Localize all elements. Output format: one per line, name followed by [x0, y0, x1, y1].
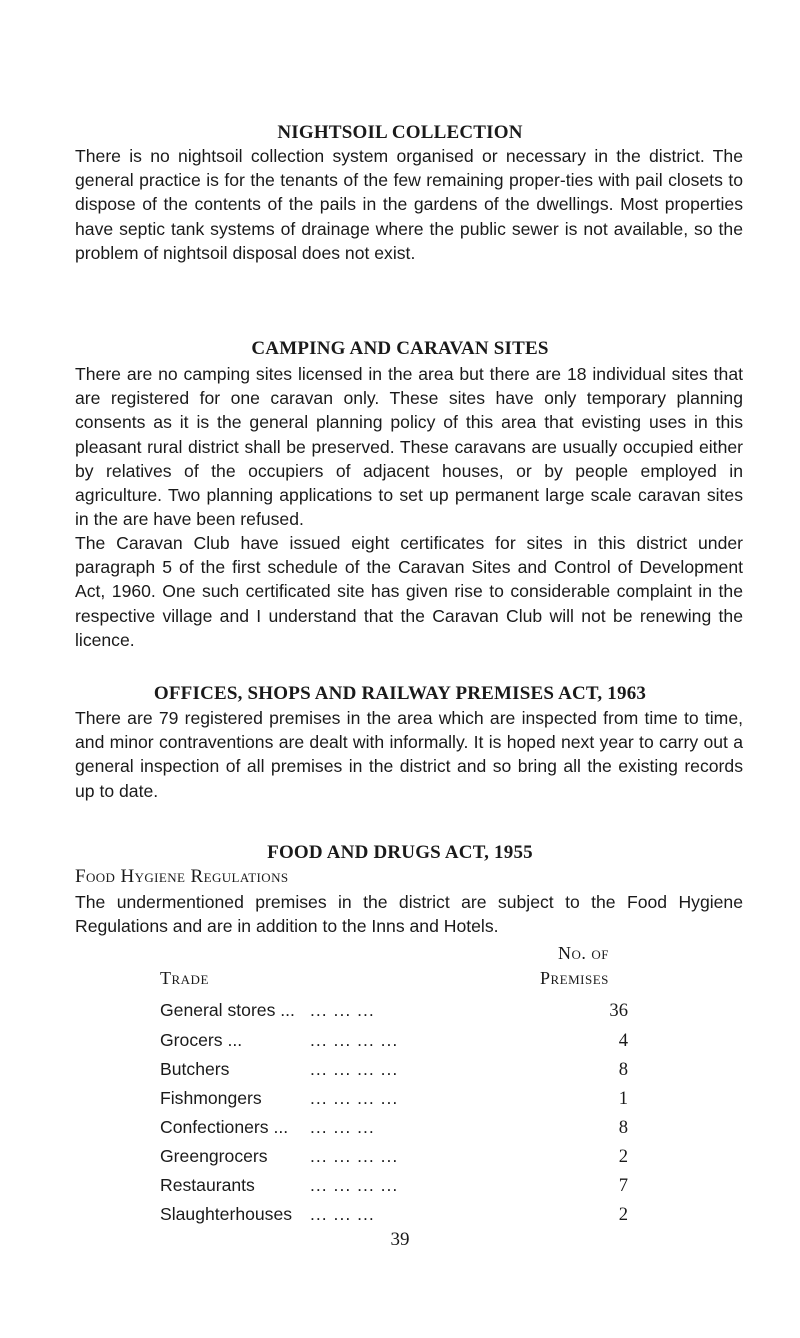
leader-dots: ... ... ...: [310, 1000, 375, 1020]
trade-name: Slaughterhouses: [160, 1204, 293, 1224]
trade-name: General stores ...: [160, 1000, 295, 1020]
premises-count: 8: [618, 1059, 628, 1080]
leader-dots: ... ... ... ...: [310, 1030, 399, 1050]
table-row: [160, 1000, 640, 1024]
food-heading: FOOD AND DRUGS ACT, 1955: [267, 842, 533, 863]
premises-count: 1: [618, 1088, 628, 1109]
offices-heading: OFFICES, SHOPS AND RAILWAY PREMISES ACT, 1963: [153, 683, 647, 704]
table-row: [160, 1204, 640, 1228]
leader-dots: ... ... ... ...: [310, 1088, 399, 1108]
premises-count: 7: [618, 1175, 628, 1196]
trade-name: Fishmongers: [160, 1088, 262, 1108]
table-row: [160, 1030, 640, 1054]
table-row: [160, 1117, 640, 1141]
premises-count: 4: [618, 1030, 628, 1051]
camping-paragraph-2: The Caravan Club have issued eight certificates for sites in this district under paragraph 5 of the first schedule of the Caravan Sites and Control of Development Act, 1960. One such certificated site has given rise to considerable complaint in the respective village and I understand that the Caravan Club will not be renewing the licence.: [75, 533, 743, 650]
premises-count: 36: [609, 1000, 628, 1021]
offices-paragraph: There are 79 registered premises in the area which are inspected from time to time, and minor contraventions are dealt with informally. It is hoped next year to carry out a general inspection of all premises in the district and so bring all the existing records up to date.: [75, 708, 743, 801]
leader-dots: ... ... ... ...: [310, 1146, 399, 1166]
table-row: [160, 1059, 640, 1083]
premises-count: 8: [618, 1117, 628, 1138]
food-hygiene-subheading: Food Hygiene Regulations: [75, 866, 289, 887]
table-row: [160, 1175, 640, 1199]
premises-count: 2: [618, 1204, 628, 1225]
page-number: 39: [390, 1229, 410, 1250]
column-header-count-line2: Premises: [540, 968, 609, 988]
trade-name: Confectioners ...: [160, 1117, 289, 1137]
trade-name: Greengrocers: [160, 1146, 268, 1166]
nightsoil-heading: NIGHTSOIL COLLECTION: [277, 122, 523, 143]
table-row: [160, 1146, 640, 1170]
camping-heading: CAMPING AND CARAVAN SITES: [251, 338, 549, 359]
table-row: [160, 1088, 640, 1112]
food-paragraph: The undermentioned premises in the district are subject to the Food Hygiene Regulations and are in addition to the Inns and Hotels.: [75, 892, 743, 937]
leader-dots: ... ... ...: [310, 1117, 375, 1137]
camping-paragraph-1: There are no camping sites licensed in the area but there are 18 individual sites that are registered for one caravan only. These sites have only temporary planning consents as it is the general planning policy of this area that evisting uses in this pleasant rural district shall be preserved. These caravans are usually occupied either by relatives of the occupiers of adjacent houses, or by people employed in agriculture. Two planning applications to set up permanent large scale caravan sites in the are have been refused.: [75, 364, 743, 530]
premises-count: 2: [618, 1146, 628, 1167]
trade-name: Grocers ...: [160, 1030, 243, 1050]
trade-name: Butchers: [160, 1059, 230, 1079]
leader-dots: ... ... ... ...: [310, 1059, 399, 1079]
leader-dots: ... ... ...: [310, 1204, 375, 1224]
column-header-trade: Trade: [160, 968, 209, 988]
leader-dots: ... ... ... ...: [310, 1175, 399, 1195]
column-header-count-line1: No. of: [558, 943, 610, 963]
nightsoil-paragraph: There is no nightsoil collection system organised or necessary in the district. The general practice is for the tenants of the few remaining proper-ties with pail closets to dispose of the contents of the pails in the gardens of the dwellings. Most properties have septic tank systems of drainage where the public sewer is not available, so the problem of nightsoil disposal does not exist.: [75, 146, 743, 263]
trade-name: Restaurants: [160, 1175, 255, 1195]
